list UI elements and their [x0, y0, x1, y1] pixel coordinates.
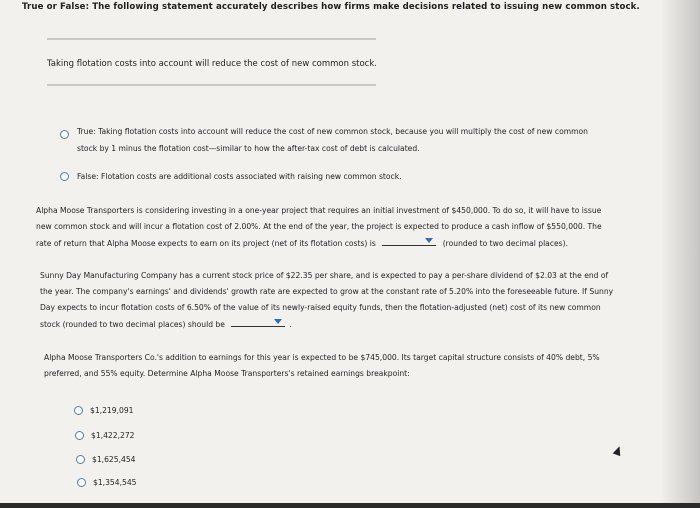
- choice-2-label[interactable]: $1,422,272: [91, 431, 135, 440]
- q4-line1: Alpha Moose Transporters Co.'s addition to earnings for this year is expected to be $745,000. Its target capital structure consists of 40% debt, 5%: [44, 353, 600, 362]
- radio-choice-3[interactable]: [76, 455, 85, 464]
- question2-text: [36, 203, 602, 252]
- option-true-line1: True: Taking flotation costs into account will reduce the cost of new common stock, because you will multiply the cost of new common: [77, 127, 588, 136]
- q2-line3-suffix: (rounded to two decimal places).: [442, 239, 569, 248]
- q2-line3: [36, 235, 602, 252]
- screen-edge-shadow: [660, 0, 700, 508]
- q3-line4: [40, 316, 613, 333]
- radio-true[interactable]: [60, 130, 69, 139]
- q2-line2: new common stock and will incur a flotation cost of 2.00%. At the end of the year, the project is expected to produce a cash inflow of $550,000. The: [36, 222, 602, 231]
- q4-line2: preferred, and 55% equity. Determine Alpha Moose Transporters's retained earnings breakpoint:: [44, 369, 410, 378]
- question4-text: [44, 350, 600, 382]
- q3-line3: Day expects to incur flotation costs of 6.50% of the value of its newly-raised equity funds, then the flotation-adjusted (net) cost of its new common: [40, 303, 601, 312]
- q3-line2: the year. The company's earnings' and dividends' growth rate are expected to grow at the constant rate of 5.20% into the foreseeable future. If Sunny: [40, 287, 614, 296]
- option-true[interactable]: [77, 123, 588, 157]
- option-true-line2: stock by 1 minus the flotation cost—similar to how the after-tax cost of debt is calculated.: [77, 144, 420, 153]
- screen-bezel: [0, 503, 700, 508]
- q2-line1: Alpha Moose Transporters is considering investing in a one-year project that requires an initial investment of $450,000. To do so, it will have to issue: [36, 206, 602, 215]
- q3-line4-text: stock (rounded to two decimal places) should be: [40, 320, 225, 329]
- mouse-cursor-icon: [613, 445, 624, 456]
- chevron-down-icon: [274, 319, 282, 324]
- option-false[interactable]: [77, 168, 402, 185]
- q3-line1: Sunny Day Manufacturing Company has a current stock price of $22.35 per share, and is expected to pay a per-share dividend of $2.03 at the end of: [40, 271, 609, 280]
- question-title: True or False: The following statement accurately describes how firms make decisions related to issuing new common stock.: [22, 2, 640, 12]
- option-false-line1: False: Flotation costs are additional costs associated with raising new common stock.: [77, 172, 402, 181]
- q2-line3-text: rate of return that Alpha Moose expects to earn on its project (net of its flotation costs) is: [36, 239, 376, 248]
- choice-1-label[interactable]: $1,219,091: [90, 406, 134, 415]
- q3-line4-suffix: .: [289, 320, 292, 329]
- q3-answer-dropdown[interactable]: [231, 316, 285, 327]
- divider-top: [47, 38, 376, 40]
- chevron-down-icon: [425, 238, 433, 243]
- radio-choice-4[interactable]: [77, 478, 86, 487]
- radio-choice-2[interactable]: [75, 431, 84, 440]
- question3-text: [40, 268, 613, 333]
- choice-4-label[interactable]: $1,354,545: [93, 478, 137, 487]
- q2-answer-dropdown[interactable]: [382, 235, 436, 246]
- statement-text: Taking flotation costs into account will reduce the cost of new common stock.: [47, 59, 377, 69]
- choice-3-label[interactable]: $1,625,454: [92, 455, 136, 464]
- divider-bottom: [47, 84, 376, 86]
- radio-false[interactable]: [60, 172, 69, 181]
- radio-choice-1[interactable]: [74, 406, 83, 415]
